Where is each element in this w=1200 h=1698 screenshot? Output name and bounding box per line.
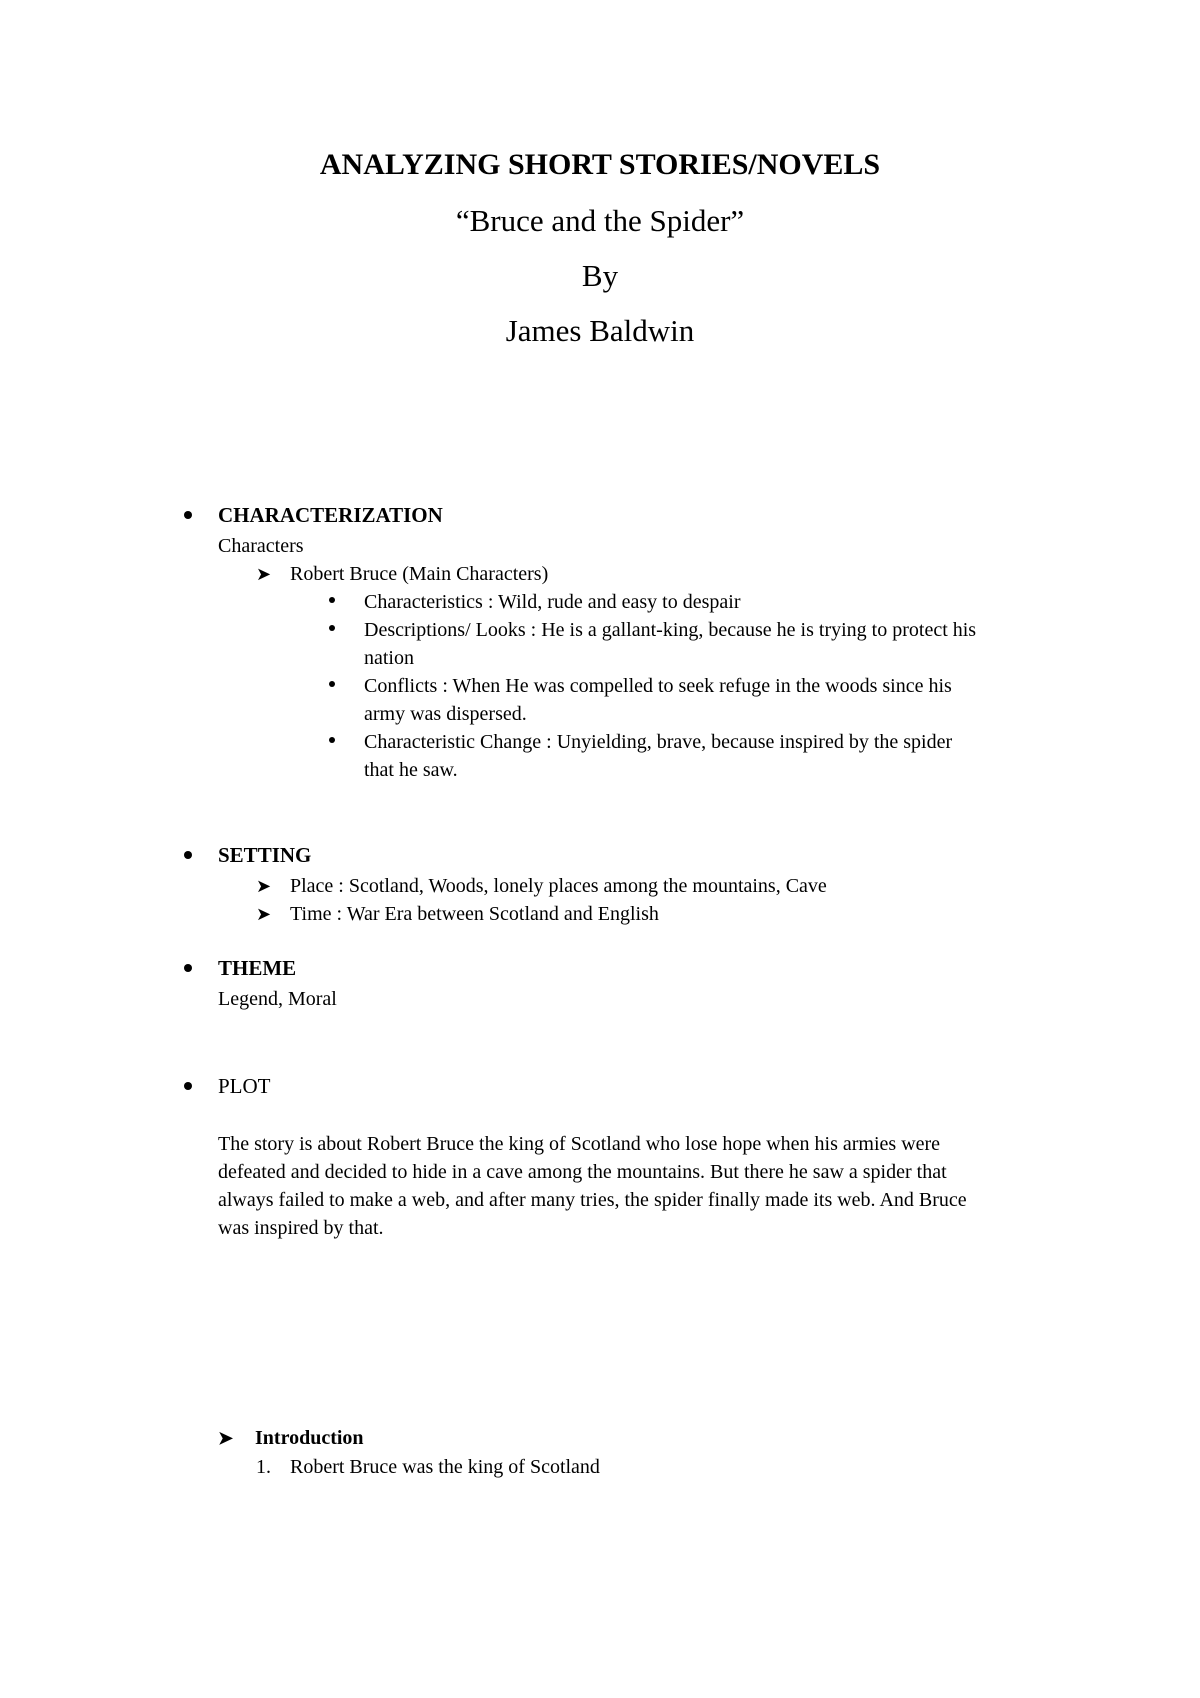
introduction-heading: Introduction [255, 1427, 364, 1449]
bullet-icon [184, 511, 192, 519]
descriptions-item: Descriptions/ Looks : He is a gallant-king, because he is trying to protect his [364, 619, 977, 641]
characteristic-change-item-cont: that he saw. [364, 759, 458, 781]
plot-line: was inspired by that. [218, 1217, 384, 1239]
bullet-icon [184, 1082, 192, 1090]
setting-time: Time : War Era between Scotland and English [290, 903, 659, 925]
introduction-number: 1. [256, 1456, 271, 1478]
characterization-heading: CHARACTERIZATION [218, 503, 443, 527]
setting-place: Place : Scotland, Woods, lonely places among the mountains, Cave [290, 875, 827, 897]
bullet-icon [329, 597, 335, 603]
by-line: By [581, 258, 619, 293]
plot-heading: PLOT [218, 1074, 271, 1098]
bullet-icon [329, 625, 335, 631]
plot-line: always failed to make a web, and after many tries, the spider finally made its web. And Bruce [218, 1189, 967, 1211]
conflicts-item-cont: army was dispersed. [364, 703, 527, 725]
bullet-icon [184, 964, 192, 972]
introduction-item: Robert Bruce was the king of Scotland [290, 1456, 600, 1478]
story-title: “Bruce and the Spider” [455, 203, 745, 238]
arrow-bullet-icon: ➤ [218, 1428, 234, 1448]
plot-line: The story is about Robert Bruce the king of Scotland who lose hope when his armies were [218, 1133, 941, 1155]
characters-subheading: Characters [218, 535, 304, 557]
characteristics-item: Characteristics : Wild, rude and easy to despair [364, 591, 741, 613]
arrow-bullet-icon: ➤ [256, 876, 272, 896]
arrow-bullet-icon: ➤ [256, 564, 272, 584]
bullet-icon [329, 737, 335, 743]
author-name: James Baldwin [505, 313, 695, 348]
theme-text: Legend, Moral [218, 988, 337, 1010]
descriptions-item-cont: nation [364, 647, 414, 669]
plot-line: defeated and decided to hide in a cave among the mountains. But there he saw a spider that [218, 1161, 947, 1183]
bullet-icon [184, 851, 192, 859]
setting-heading: SETTING [218, 843, 312, 867]
theme-heading: THEME [218, 956, 297, 980]
arrow-bullet-icon: ➤ [256, 904, 272, 924]
characteristic-change-item: Characteristic Change : Unyielding, brave, because inspired by the spider [364, 731, 953, 753]
document-title: ANALYZING SHORT STORIES/NOVELS [319, 148, 881, 181]
conflicts-item: Conflicts : When He was compelled to seek refuge in the woods since his [364, 675, 952, 697]
main-character: Robert Bruce (Main Characters) [290, 563, 549, 585]
bullet-icon [329, 681, 335, 687]
